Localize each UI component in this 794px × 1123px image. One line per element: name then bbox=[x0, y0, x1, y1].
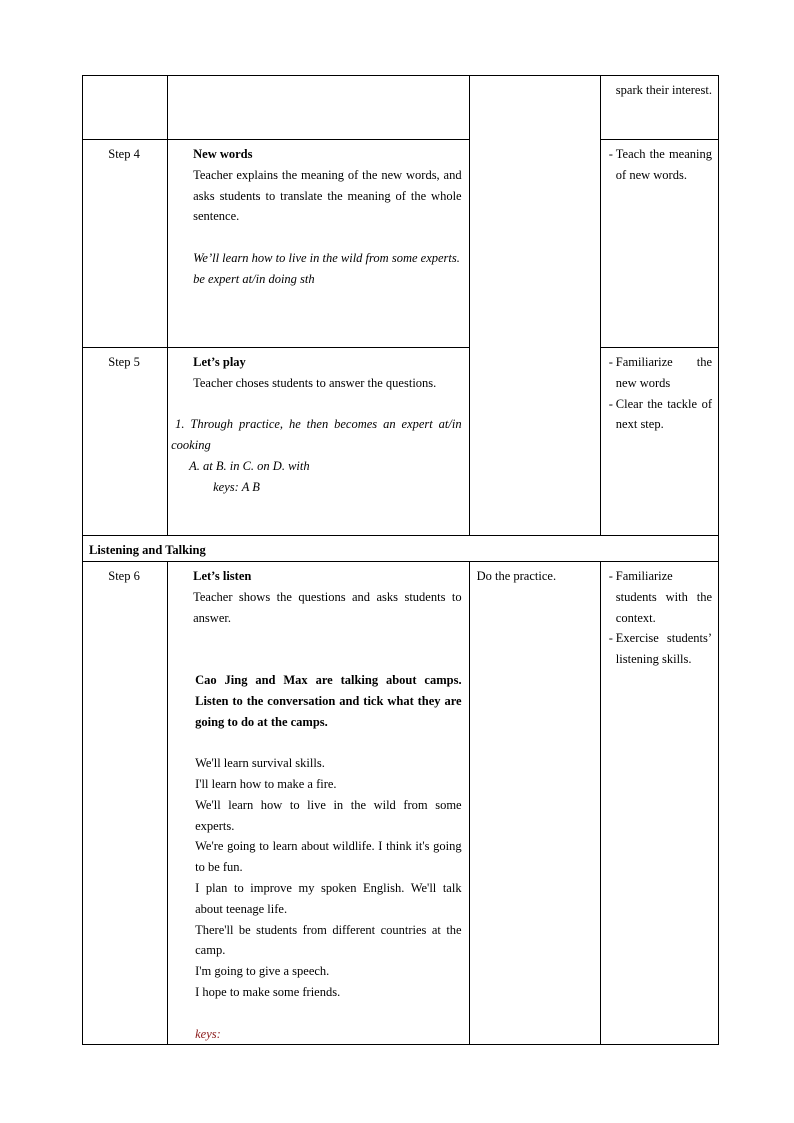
table-row bbox=[83, 348, 719, 536]
aim-item: - Teach the meaning of new words. bbox=[608, 147, 712, 182]
script-line: There'll be students from different countries at the camp. bbox=[195, 922, 462, 958]
content-cell bbox=[168, 348, 469, 536]
aim-item: - Clear the tackle of next step. bbox=[608, 396, 712, 432]
answer-keys: keys: bbox=[195, 1026, 221, 1041]
script-line: I'll learn how to make a fire. bbox=[195, 776, 337, 791]
lesson-plan-table bbox=[82, 75, 719, 1045]
script-line: I plan to improve my spoken English. We'll talk about teenage life. bbox=[195, 880, 462, 916]
table-row bbox=[83, 562, 719, 1045]
aim-cell bbox=[600, 348, 718, 536]
aim-item: - Familiarize the new words bbox=[608, 355, 712, 390]
aim-cell bbox=[600, 140, 718, 348]
table-row bbox=[83, 140, 719, 348]
answer-keys: keys: A B bbox=[213, 479, 260, 494]
step-title: New words bbox=[193, 147, 253, 161]
step-cell bbox=[83, 140, 168, 348]
activity-cell bbox=[469, 76, 600, 536]
question: 1. Through practice, he then becomes an expert at/in cooking bbox=[171, 417, 462, 453]
aim-item: - Exercise students’ listening skills. bbox=[608, 631, 712, 667]
step-description: Teacher shows the questions and asks students to answer. bbox=[193, 589, 462, 625]
step-cell bbox=[83, 348, 168, 536]
aim-cell bbox=[600, 76, 718, 140]
example-phrase: be expert at/in doing sth bbox=[193, 271, 315, 286]
aim-text: spark their interest. bbox=[615, 83, 712, 97]
step-description: Teacher choses students to answer the questions. bbox=[193, 375, 437, 390]
step-title: Let’s listen bbox=[193, 569, 252, 583]
script-line: I hope to make some friends. bbox=[195, 984, 341, 999]
section-row bbox=[83, 536, 719, 562]
step-title: Let’s play bbox=[193, 355, 246, 369]
step-label: Step 6 bbox=[108, 569, 140, 583]
aim-cell bbox=[600, 562, 718, 1045]
section-title: Listening and Talking bbox=[89, 543, 206, 557]
script-line: We'll learn how to live in the wild from some experts. bbox=[195, 797, 462, 833]
step-description: Teacher explains the meaning of the new words, and asks students to translate the meaning of the whole sentence. bbox=[193, 167, 462, 224]
step-label: Step 5 bbox=[108, 355, 140, 369]
activity-cell bbox=[469, 562, 600, 1045]
example-sentence: We’ll learn how to live in the wild from some experts. bbox=[193, 250, 460, 265]
question-options: A. at B. in C. on D. with bbox=[189, 458, 310, 473]
script-line: I'm going to give a speech. bbox=[195, 964, 330, 979]
content-cell bbox=[168, 562, 469, 1045]
student-activity: Do the practice. bbox=[476, 569, 557, 583]
table-row bbox=[83, 76, 719, 140]
script-line: We're going to learn about wildlife. I think it's going to be fun. bbox=[195, 839, 462, 875]
aim-item: - Familiarize students with the context. bbox=[608, 569, 712, 625]
section-cell bbox=[83, 536, 719, 562]
script-line: We'll learn survival skills. bbox=[195, 756, 325, 771]
listening-task: Cao Jing and Max are talking about camps. Listen to the conversation and tick what they are going to do at the camps. bbox=[195, 672, 462, 729]
content-cell bbox=[168, 140, 469, 348]
step-cell bbox=[83, 562, 168, 1045]
content-cell bbox=[168, 76, 469, 140]
step-cell bbox=[83, 76, 168, 140]
step-label: Step 4 bbox=[108, 147, 140, 161]
